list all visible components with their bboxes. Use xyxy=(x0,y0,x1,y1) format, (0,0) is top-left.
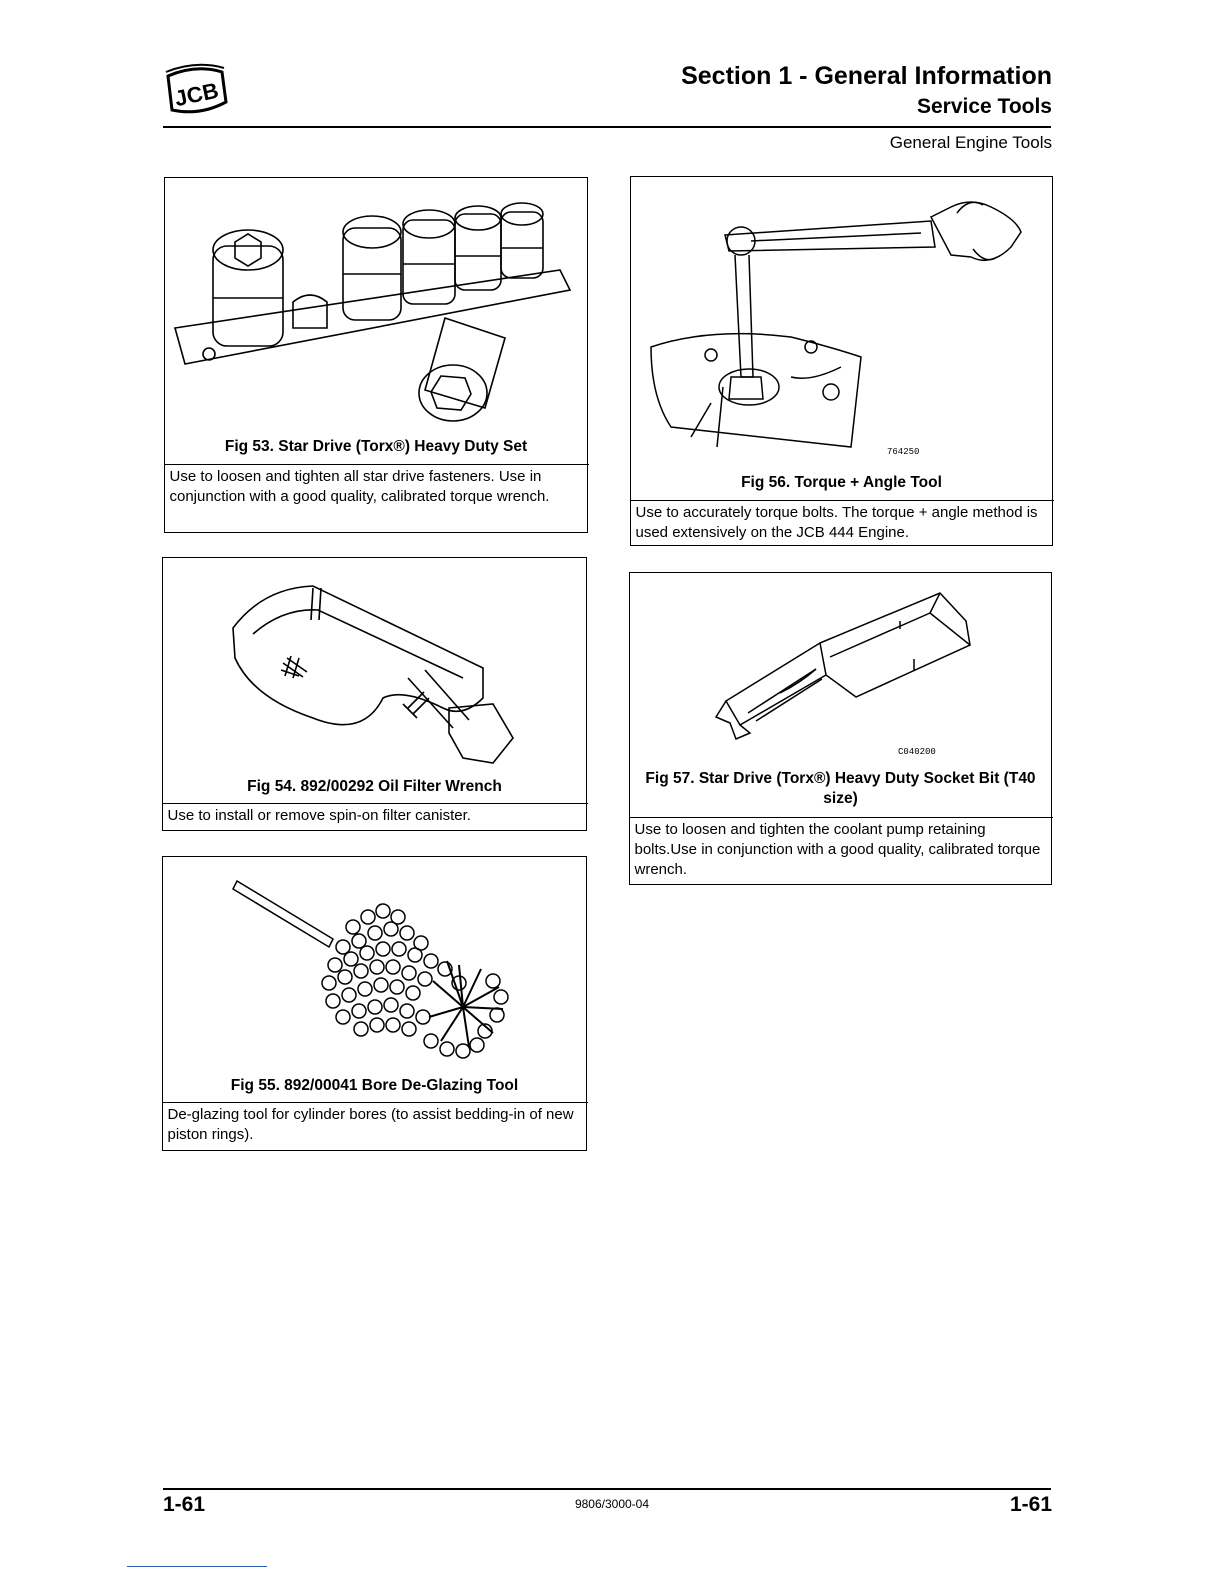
figure-55-description: De-glazing tool for cylinder bores (to assist bedding-in of new piston rings). xyxy=(162,1102,588,1147)
bore-deglazing-tool-icon xyxy=(163,857,585,1072)
figure-57-description: Use to loosen and tighten the coolant pump retaining bolts.Use in conjunction with a good quality, calibrated torque wrench. xyxy=(629,817,1053,882)
figure-56-code: 764250 xyxy=(887,447,920,457)
figure-53-caption: Fig 53. Star Drive (Torx®) Heavy Duty Set xyxy=(224,438,528,455)
footer-divider xyxy=(163,1488,1051,1490)
figure-56-caption: Fig 56. Torque + Angle Tool xyxy=(741,474,942,491)
figure-53-box xyxy=(164,177,588,533)
page-number-left: 1-61 xyxy=(163,1493,206,1516)
figure-57-code: C040200 xyxy=(898,747,936,757)
figure-57-caption: Fig 57. Star Drive (Torx®) Heavy Duty Socket Bit (T40 size) xyxy=(645,770,1036,807)
figure-56-box xyxy=(630,176,1053,546)
figure-54-description: Use to install or remove spin-on filter canister. xyxy=(162,803,588,828)
bottom-link-underline xyxy=(127,1566,267,1567)
jcb-logo-icon xyxy=(160,62,232,122)
page-number-right: 1-61 xyxy=(1009,1493,1052,1516)
oil-filter-wrench-icon xyxy=(163,558,585,773)
figure-53-description: Use to loosen and tighten all star drive fasteners. Use in conjunction with a good quality, calibrated torque wrench. xyxy=(164,464,589,509)
figure-57-box xyxy=(629,572,1052,885)
figure-54-box xyxy=(162,557,587,831)
figure-54-caption: Fig 54. 892/00292 Oil Filter Wrench xyxy=(247,778,502,795)
page-title: Section 1 - General Information xyxy=(681,62,1052,90)
torx-socket-bit-icon xyxy=(630,573,1050,763)
header-divider xyxy=(163,126,1051,128)
svg-text:JCB: JCB xyxy=(172,77,221,112)
torx-socket-set-icon xyxy=(165,178,586,460)
figure-56-description: Use to accurately torque bolts. The torque + angle method is used extensively on the JCB 444 Engine. xyxy=(630,500,1054,545)
document-number: 9806/3000-04 xyxy=(574,1497,650,1511)
page-subtitle: Service Tools xyxy=(916,95,1052,118)
subsection-title: General Engine Tools xyxy=(889,133,1052,152)
figure-55-caption: Fig 55. 892/00041 Bore De-Glazing Tool xyxy=(230,1077,519,1094)
figure-55-box xyxy=(162,856,587,1151)
torque-angle-tool-icon xyxy=(631,177,1051,467)
